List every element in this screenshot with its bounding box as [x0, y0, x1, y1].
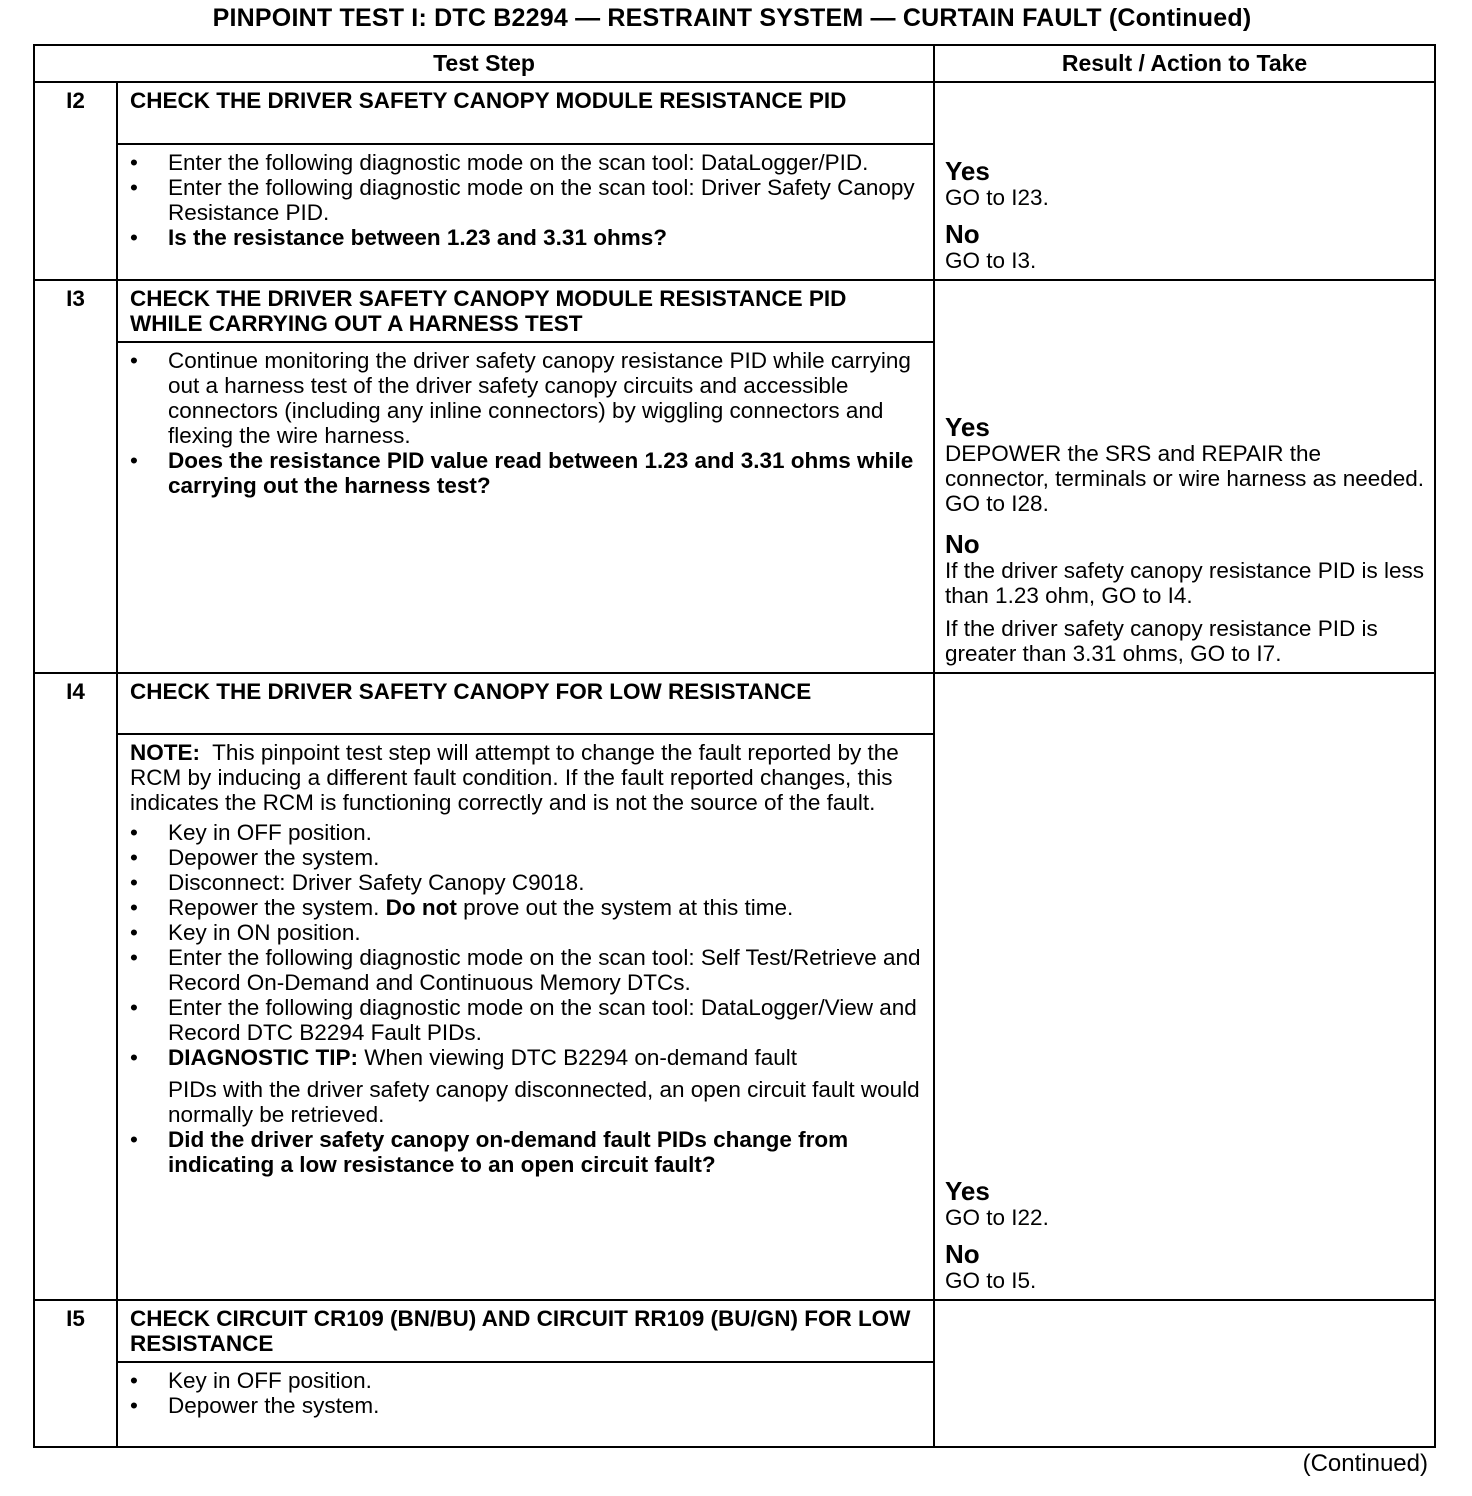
step-i2-result	[934, 82, 1435, 280]
step-i2-id: I2	[34, 82, 117, 280]
table-header-row	[34, 45, 1435, 82]
step-i4-note	[130, 740, 923, 815]
step-i2-heading-row	[34, 82, 1435, 144]
bullet-emphasis: Do not	[385, 895, 457, 920]
step-i4-no-label: No	[945, 1239, 980, 1269]
step-i4-diagnostic-tip	[130, 1045, 923, 1070]
column-header-test-step: Test Step	[34, 45, 934, 82]
step-i3-yes-label: Yes	[945, 412, 990, 442]
step-i4-tip-continued: PIDs with the driver safety canopy disconnected, an open circuit fault would normally be retrieved.	[168, 1077, 920, 1127]
continued-footer: (Continued)	[1302, 1450, 1428, 1477]
step-i4-body	[117, 734, 934, 1300]
step-i3-yes-action: DEPOWER the SRS and REPAIR the connector, terminals or wire harness as needed. GO to I28.	[945, 441, 1425, 516]
step-i3-question: • Does the resistance PID value read between 1.23 and 3.31 ohms while carrying out the harness test?	[130, 448, 923, 498]
step-i2-yes-label: Yes	[945, 156, 990, 186]
step-i4-bullet: • Enter the following diagnostic mode on the scan tool: Self Test/Retrieve and Record On-Demand and Continuous Memory DTCs.	[130, 945, 923, 995]
step-i3-bullet: • Continue monitoring the driver safety canopy resistance PID while carrying out a harness test of the driver safety canopy circuits and accessible connectors (including any inline connectors) by wiggling connectors and flexing the wire harness.	[130, 348, 923, 448]
step-i3-heading-row	[34, 280, 1435, 342]
step-i2-bullet: • Enter the following diagnostic mode on the scan tool: Driver Safety Canopy Resistance PID.	[130, 175, 923, 225]
note-label: NOTE:	[130, 740, 200, 765]
column-header-result: Result / Action to Take	[934, 45, 1435, 82]
step-i2-bullet: • Enter the following diagnostic mode on the scan tool: DataLogger/PID.	[130, 150, 923, 175]
step-i5-bullet: • Key in OFF position.	[130, 1368, 923, 1393]
tip-text: When viewing DTC B2294 on-demand fault	[364, 1045, 797, 1070]
note-text: This pinpoint test step will attempt to change the fault reported by the RCM by inducing a different fault condition. If the fault reported changes, this indicates the RCM is functioning correctly and is not the source of the fault.	[130, 740, 899, 815]
step-i5-body	[117, 1362, 934, 1447]
step-i4-heading-row	[34, 673, 1435, 734]
page-title: PINPOINT TEST I: DTC B2294 — RESTRAINT SYSTEM — CURTAIN FAULT (Continued)	[212, 4, 1252, 32]
step-i4-bullet: • Enter the following diagnostic mode on the scan tool: DataLogger/View and Record DTC B2294 Fault PIDs.	[130, 995, 923, 1045]
step-i4-bullet: • Depower the system.	[130, 845, 923, 870]
step-i3-heading: CHECK THE DRIVER SAFETY CANOPY MODULE RESISTANCE PID WHILE CARRYING OUT A HARNESS TEST	[117, 280, 934, 342]
step-i3-no-action-greater: If the driver safety canopy resistance PID is greater than 3.31 ohms, GO to I7.	[945, 616, 1378, 666]
step-i2-yes-action: GO to I23.	[945, 185, 1049, 210]
tip-label: DIAGNOSTIC TIP:	[168, 1045, 358, 1070]
step-i2-heading: CHECK THE DRIVER SAFETY CANOPY MODULE RESISTANCE PID	[117, 82, 934, 144]
step-i4-yes-action: GO to I22.	[945, 1205, 1049, 1230]
step-i3-result	[934, 280, 1435, 673]
step-i2-no-action: GO to I3.	[945, 248, 1037, 273]
step-i5-heading: CHECK CIRCUIT CR109 (BN/BU) AND CIRCUIT RR109 (BU/GN) FOR LOW RESISTANCE	[117, 1300, 934, 1362]
step-i4-no-action: GO to I5.	[945, 1268, 1037, 1293]
pinpoint-test-table	[33, 44, 1436, 1448]
step-i4-heading: CHECK THE DRIVER SAFETY CANOPY FOR LOW RESISTANCE	[117, 673, 934, 734]
step-i2-body	[117, 144, 934, 280]
step-i4-bullet: • Disconnect: Driver Safety Canopy C9018.	[130, 870, 923, 895]
step-i4-result	[934, 673, 1435, 1300]
bullet-text: prove out the system at this time.	[463, 895, 794, 920]
step-i3-no-label: No	[945, 529, 980, 559]
step-i5-heading-row	[34, 1300, 1435, 1362]
step-i4-question: • Did the driver safety canopy on-demand fault PIDs change from indicating a low resistance to an open circuit fault?	[130, 1127, 923, 1177]
bullet-text: Repower the system.	[168, 895, 380, 920]
step-i4-bullet: • Key in OFF position.	[130, 820, 923, 845]
step-i3-id: I3	[34, 280, 117, 673]
step-i4-bullet	[130, 895, 923, 920]
step-i5-bullet: • Depower the system.	[130, 1393, 923, 1418]
step-i2-question: • Is the resistance between 1.23 and 3.31 ohms?	[130, 225, 923, 250]
step-i5-id: I5	[34, 1300, 117, 1447]
step-i4-id: I4	[34, 673, 117, 1300]
step-i4-bullet: • Key in ON position.	[130, 920, 923, 945]
step-i3-body	[117, 342, 934, 673]
step-i4-yes-label: Yes	[945, 1176, 990, 1206]
step-i3-no-action-less: If the driver safety canopy resistance PID is less than 1.23 ohm, GO to I4.	[945, 558, 1424, 608]
step-i5-result	[934, 1300, 1435, 1447]
step-i2-no-label: No	[945, 219, 980, 249]
